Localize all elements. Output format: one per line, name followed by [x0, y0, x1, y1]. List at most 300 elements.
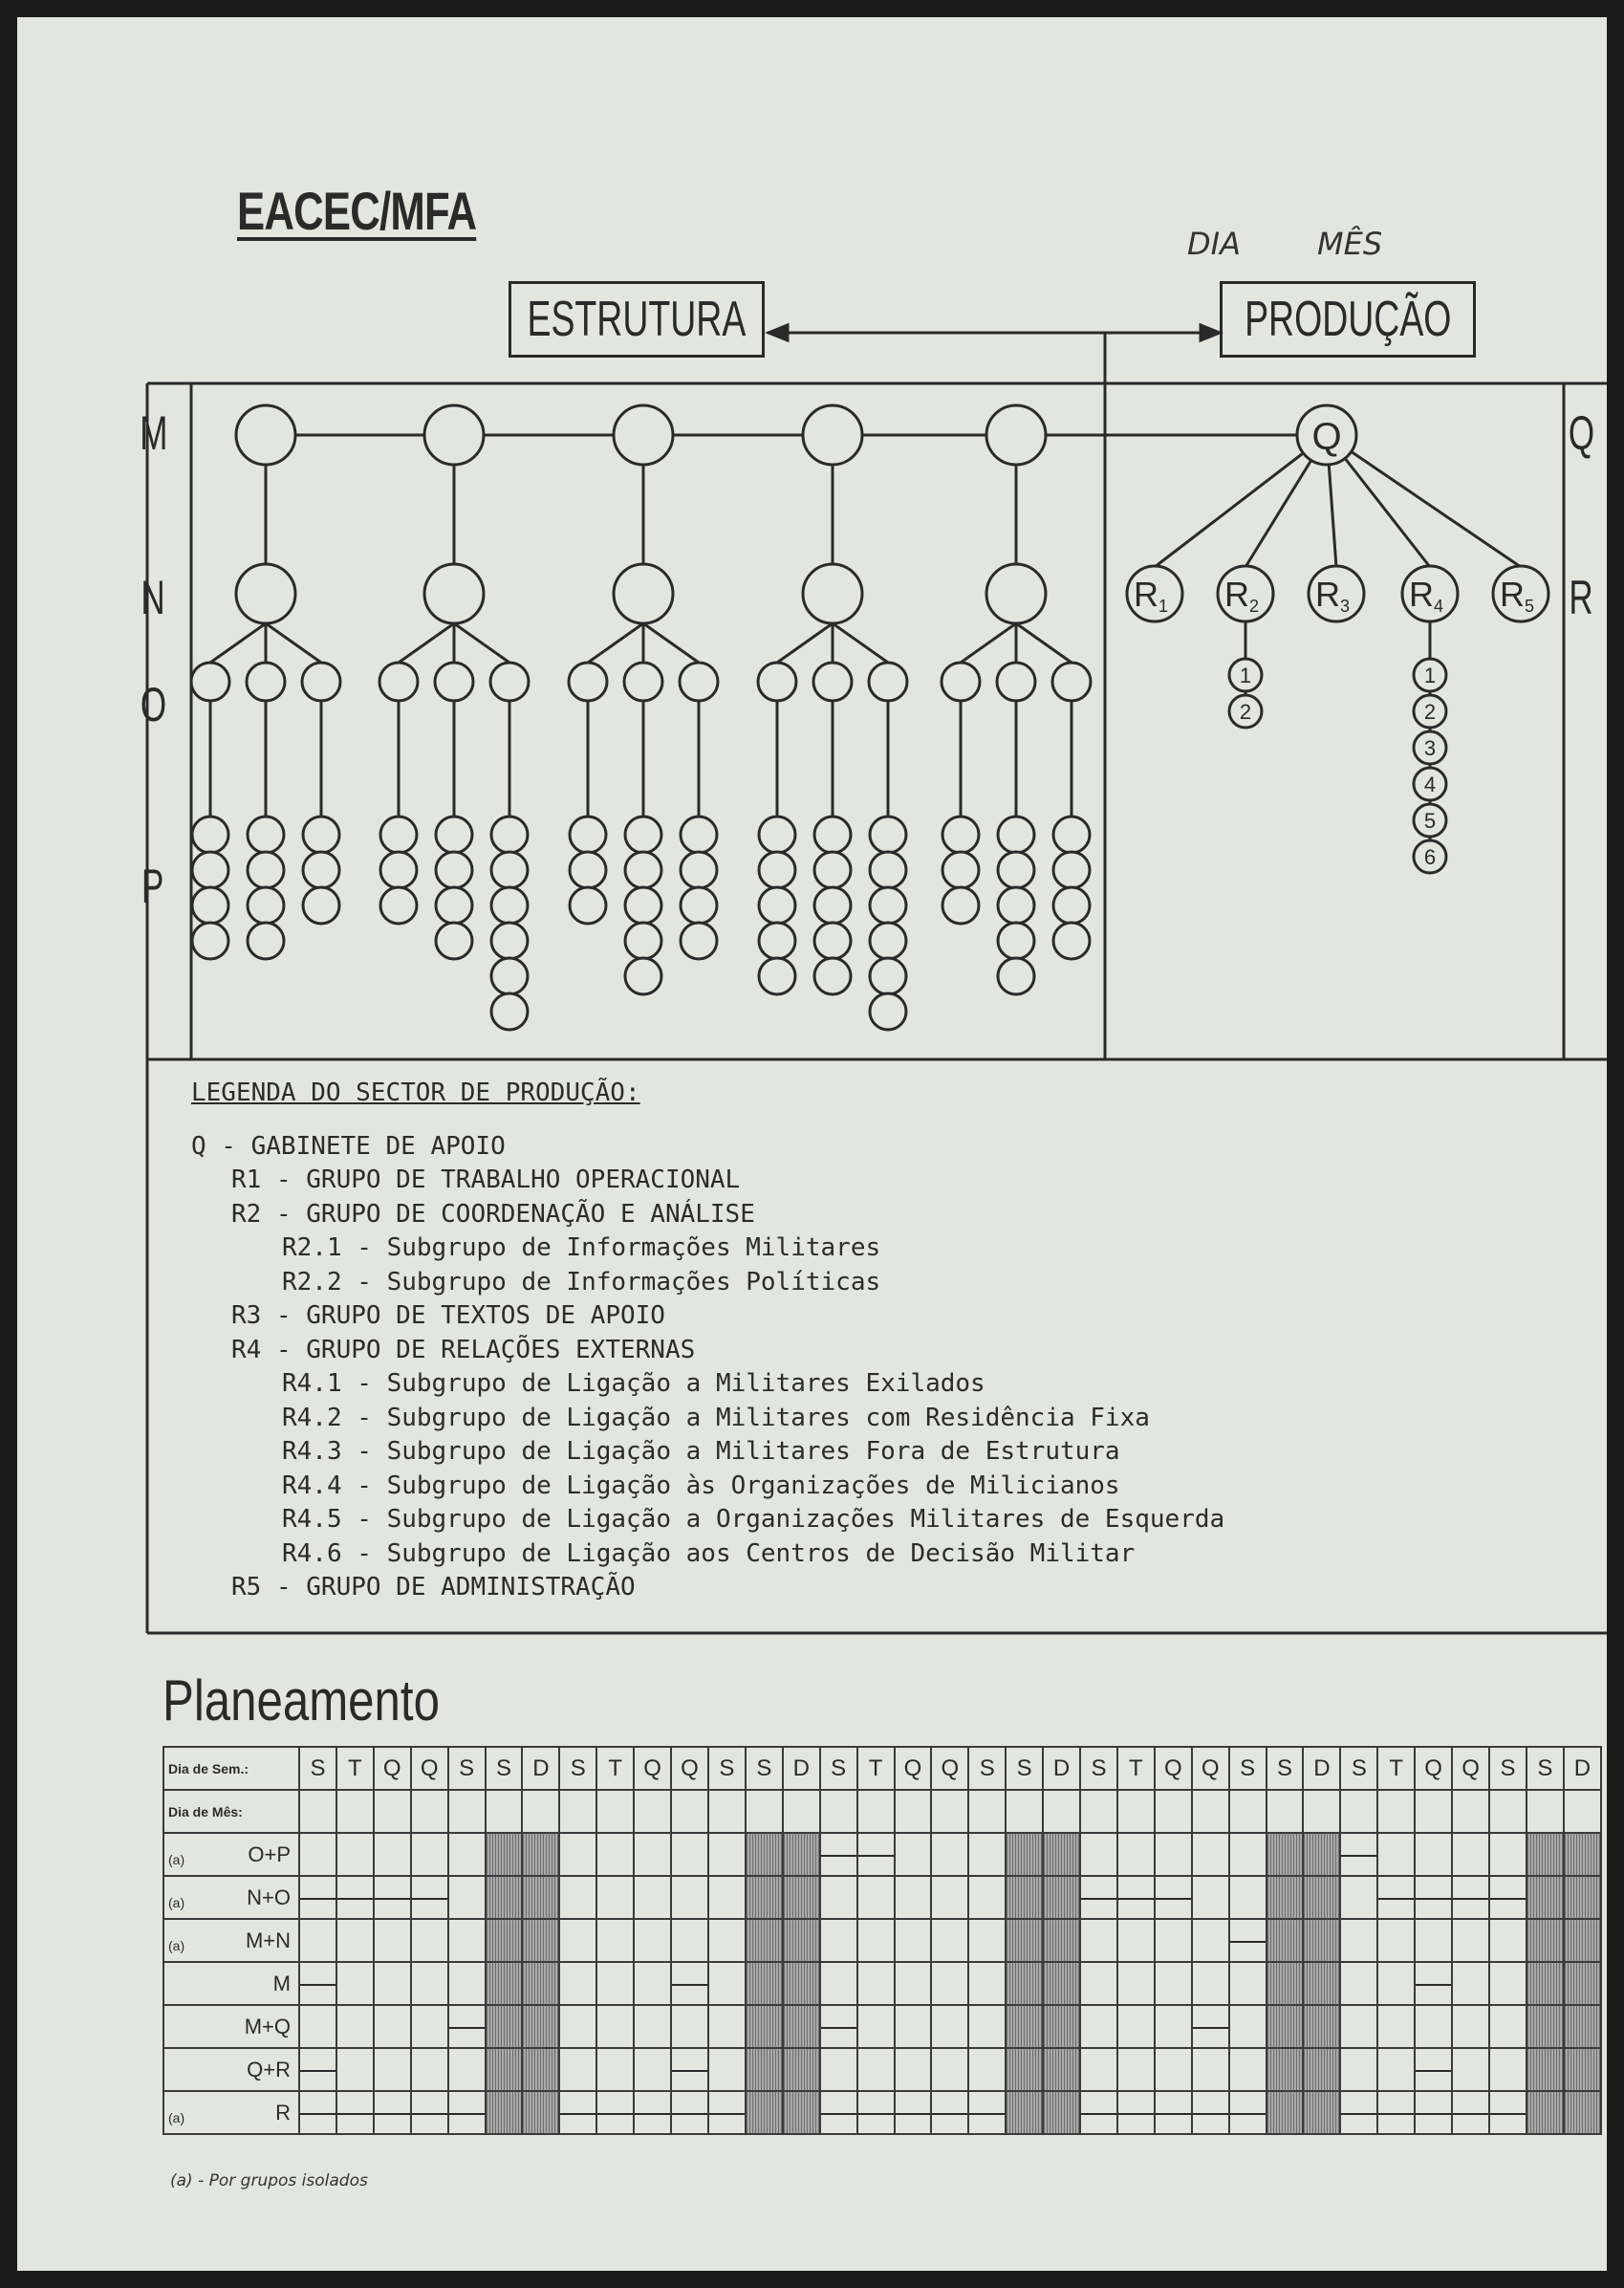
schedule-cell	[634, 2048, 671, 2091]
legend-item: R2.1 - Subgrupo de Informações Militares	[282, 1233, 881, 1262]
o-node	[302, 663, 340, 701]
p-node	[942, 887, 979, 924]
day-of-month-cell	[1080, 1790, 1117, 1833]
level-label-n: N	[141, 571, 165, 624]
weekend-shaded-cell	[1527, 1833, 1564, 1876]
n-node	[236, 564, 295, 623]
r-node-subscript: 1	[1158, 597, 1169, 616]
day-of-month-cell	[1415, 1790, 1452, 1833]
weekday-cell: S	[1080, 1747, 1117, 1790]
r-node-subscript: 2	[1248, 597, 1260, 616]
weekend-shaded-cell	[1303, 1833, 1340, 1876]
schedule-cell	[1377, 2091, 1415, 2134]
schedule-cell	[1192, 1876, 1229, 1919]
o-node	[869, 663, 907, 701]
day-of-month-cell	[1192, 1790, 1229, 1833]
day-of-month-cell	[1117, 1790, 1155, 1833]
legend-item: R4.6 - Subgrupo de Ligação aos Centros de Decisão Militar	[282, 1538, 1136, 1568]
schedule-cell	[1192, 1919, 1229, 1962]
weekend-shaded-cell	[783, 1876, 820, 1919]
p-node	[491, 958, 528, 994]
schedule-cell	[671, 2091, 708, 2134]
p-node	[491, 993, 528, 1030]
weekday-cell: S	[1489, 1747, 1527, 1790]
weekday-cell: Q	[1452, 1747, 1489, 1790]
schedule-cell	[559, 1919, 596, 1962]
schedule-cell	[931, 1876, 968, 1919]
p-node	[625, 923, 661, 959]
weekend-shaded-cell	[1267, 1876, 1304, 1919]
schedule-cell	[820, 2091, 857, 2134]
day-of-month-cell	[1340, 1790, 1377, 1833]
legend-list	[191, 1130, 1577, 1605]
schedule-cell	[1489, 2048, 1527, 2091]
schedule-cell	[1117, 2091, 1155, 2134]
schedule-cell	[1452, 1876, 1489, 1919]
schedule-cell	[1415, 1876, 1452, 1919]
weekend-shaded-cell	[1006, 1876, 1043, 1919]
schedule-cell	[708, 1833, 746, 1876]
weekend-shaded-cell	[522, 1876, 559, 1919]
n-to-o-connector	[1016, 623, 1072, 663]
producao-label: PRODUÇÃO	[1244, 292, 1452, 347]
schedule-cell	[448, 1833, 486, 1876]
row-label	[163, 1833, 299, 1876]
day-of-month-cell	[1006, 1790, 1043, 1833]
schedule-cell	[411, 1962, 448, 2005]
schedule-cell	[931, 2048, 968, 2091]
weekday-cell: T	[1377, 1747, 1415, 1790]
p-node	[625, 817, 661, 853]
weekend-shaded-cell	[1267, 1919, 1304, 1962]
schedule-cell	[1452, 2048, 1489, 2091]
schedule-cell	[336, 2048, 374, 2091]
schedule-cell	[1117, 2005, 1155, 2048]
p-node	[942, 852, 979, 888]
schedule-cell	[1080, 2005, 1117, 2048]
p-node	[436, 887, 472, 924]
legend-item: R2.2 - Subgrupo de Informações Políticas	[282, 1267, 881, 1297]
p-node	[380, 817, 417, 853]
day-of-month-cell	[1043, 1790, 1080, 1833]
planning-title: Planeamento	[162, 1668, 440, 1732]
p-node	[998, 887, 1034, 924]
weekend-shaded-cell	[1303, 2091, 1340, 2134]
p-node	[759, 817, 795, 853]
day-of-month-cell	[1155, 1790, 1192, 1833]
weekend-shaded-cell	[783, 1833, 820, 1876]
level-label-o: O	[140, 678, 166, 731]
p-node	[570, 852, 606, 888]
n-to-o-connector	[588, 623, 643, 663]
day-of-month-cell	[1303, 1790, 1340, 1833]
day-of-month-cell	[1527, 1790, 1564, 1833]
r-node-label: R1	[1133, 575, 1169, 616]
weekend-shaded-cell	[1267, 1962, 1304, 2005]
weekend-shaded-cell	[1303, 2048, 1340, 2091]
o-node	[191, 663, 229, 701]
schedule-cell	[1489, 1876, 1527, 1919]
schedule-cell	[1452, 2005, 1489, 2048]
weekday-cell: S	[708, 1747, 746, 1790]
schedule-cell	[1155, 1919, 1192, 1962]
day-of-month-cell	[1489, 1790, 1527, 1833]
schedule-cell	[1340, 2005, 1377, 2048]
p-node	[814, 958, 851, 994]
arrow-left-head	[769, 325, 788, 340]
schedule-cell	[1340, 1919, 1377, 1962]
weekend-shaded-cell	[486, 1962, 523, 2005]
weekday-cell: S	[1267, 1747, 1304, 1790]
weekday-cell: Q	[895, 1747, 932, 1790]
schedule-cell	[299, 1876, 336, 1919]
row-marker: (a)	[168, 2109, 185, 2125]
o-node	[680, 663, 718, 701]
r2-sub-label: 1	[1239, 664, 1252, 687]
day-of-month-cell	[857, 1790, 895, 1833]
weekend-shaded-cell	[1006, 2048, 1043, 2091]
o-node	[569, 663, 607, 701]
schedule-cell	[1229, 2091, 1267, 2134]
weekend-shaded-cell	[1564, 2048, 1601, 2091]
legend-item: R5 - GRUPO DE ADMINISTRAÇÃO	[231, 1573, 636, 1602]
schedule-cell	[1192, 1962, 1229, 2005]
n-to-o-connector	[399, 623, 454, 663]
r-node-subscript: 5	[1524, 597, 1535, 616]
row-label	[163, 2005, 299, 2048]
legend-panel	[191, 1077, 1577, 1605]
schedule-cell	[1340, 1833, 1377, 1876]
r2-sub-label: 2	[1239, 700, 1252, 724]
r4-sub-label: 6	[1423, 845, 1437, 869]
schedule-cell	[1415, 2091, 1452, 2134]
schedule-cell	[596, 2005, 634, 2048]
r4-sub-label: 2	[1423, 700, 1437, 724]
p-node	[570, 887, 606, 924]
m-node	[986, 405, 1046, 465]
p-node	[491, 852, 528, 888]
day-of-month-cell	[374, 1790, 411, 1833]
weekend-shaded-cell	[1303, 1876, 1340, 1919]
weekday-cell: S	[1527, 1747, 1564, 1790]
weekend-shaded-cell	[1303, 2005, 1340, 2048]
weekend-shaded-cell	[486, 2091, 523, 2134]
schedule-cell	[708, 2048, 746, 2091]
m-node	[803, 405, 862, 465]
p-node	[436, 817, 472, 853]
weekend-shaded-cell	[1527, 2005, 1564, 2048]
row-label	[163, 1962, 299, 2005]
schedule-cell	[857, 1876, 895, 1919]
schedule-cell	[1415, 1962, 1452, 2005]
p-node	[436, 923, 472, 959]
schedule-cell	[1489, 2091, 1527, 2134]
schedule-cell	[411, 2091, 448, 2134]
r-node-label: R2	[1223, 575, 1260, 616]
schedule-cell	[895, 2005, 932, 2048]
row-label-text: Q+R	[247, 2057, 291, 2081]
q-to-r-connector	[1327, 435, 1521, 567]
legend-item: R2 - GRUPO DE COORDENAÇÃO E ANÁLISE	[231, 1199, 755, 1229]
row-marker: (a)	[168, 1851, 185, 1867]
schedule-cell	[931, 1919, 968, 1962]
p-node	[491, 923, 528, 959]
schedule-cell	[1080, 1919, 1117, 1962]
weekday-cell: T	[857, 1747, 895, 1790]
weekend-shaded-cell	[1267, 1833, 1304, 1876]
schedule-cell	[634, 1962, 671, 2005]
schedule-cell	[374, 1962, 411, 2005]
p-node	[870, 923, 906, 959]
schedule-cell	[559, 2005, 596, 2048]
m-node	[424, 405, 484, 465]
p-node	[1053, 852, 1090, 888]
schedule-cell	[708, 1919, 746, 1962]
weekend-shaded-cell	[486, 2048, 523, 2091]
p-node	[570, 817, 606, 853]
p-node	[870, 993, 906, 1030]
day-of-month-cell	[634, 1790, 671, 1833]
schedule-cell	[1452, 1919, 1489, 1962]
weekend-shaded-cell	[1043, 1876, 1080, 1919]
weekend-shaded-cell	[783, 1962, 820, 2005]
schedule-cell	[559, 1876, 596, 1919]
p-node	[1053, 887, 1090, 924]
legend-item: R4.3 - Subgrupo de Ligação a Militares Fora de Estrutura	[282, 1437, 1120, 1466]
o-node	[1052, 663, 1091, 701]
schedule-cell	[968, 2005, 1006, 2048]
schedule-cell	[374, 2048, 411, 2091]
weekday-cell: Q	[1192, 1747, 1229, 1790]
weekend-shaded-cell	[522, 2048, 559, 2091]
day-of-month-cell	[596, 1790, 634, 1833]
p-node	[681, 852, 717, 888]
schedule-cell	[411, 1876, 448, 1919]
schedule-cell	[895, 2091, 932, 2134]
schedule-cell	[1080, 1962, 1117, 2005]
schedule-cell	[559, 1962, 596, 2005]
schedule-cell	[931, 2091, 968, 2134]
day-of-month-cell	[708, 1790, 746, 1833]
weekend-shaded-cell	[1303, 1919, 1340, 1962]
p-node	[248, 852, 284, 888]
p-node	[303, 887, 339, 924]
schedule-cell	[1155, 2091, 1192, 2134]
weekday-cell: D	[1564, 1747, 1601, 1790]
schedule-cell	[448, 1919, 486, 1962]
weekend-shaded-cell	[1267, 2048, 1304, 2091]
schedule-cell	[634, 1919, 671, 1962]
schedule-cell	[671, 1876, 708, 1919]
r4-sub-label: 4	[1423, 773, 1437, 796]
p-node	[491, 887, 528, 924]
p-node	[814, 887, 851, 924]
dia-semana-label: Dia de Sem.:	[163, 1747, 299, 1790]
legend-heading: LEGENDA DO SECTOR DE PRODUÇÃO:	[191, 1079, 640, 1107]
weekend-shaded-cell	[1006, 1833, 1043, 1876]
date-mes-label: MÊS	[1317, 226, 1383, 262]
weekday-cell: Q	[671, 1747, 708, 1790]
level-label-m: M	[140, 406, 168, 460]
weekday-cell: S	[968, 1747, 1006, 1790]
schedule-cell	[1117, 1833, 1155, 1876]
schedule-cell	[374, 2091, 411, 2134]
day-of-month-cell	[783, 1790, 820, 1833]
level-label-p: P	[141, 860, 164, 913]
schedule-cell	[596, 1833, 634, 1876]
p-node	[759, 852, 795, 888]
arrow-right-head	[1201, 325, 1220, 340]
day-of-month-cell	[411, 1790, 448, 1833]
row-label-text: O+P	[248, 1841, 291, 1866]
p-node	[759, 923, 795, 959]
legend-item: R3 - GRUPO DE TEXTOS DE APOIO	[231, 1301, 665, 1330]
schedule-cell	[336, 2005, 374, 2048]
day-of-month-cell	[1452, 1790, 1489, 1833]
p-node	[303, 852, 339, 888]
row-label	[163, 2048, 299, 2091]
schedule-cell	[596, 1876, 634, 1919]
level-label-r: R	[1569, 571, 1593, 624]
p-node	[192, 923, 228, 959]
schedule-cell	[1340, 2091, 1377, 2134]
schedule-cell	[968, 1833, 1006, 1876]
weekday-cell: Q	[1155, 1747, 1192, 1790]
n-to-o-connector	[961, 623, 1016, 663]
row-label-text: M+N	[245, 1928, 291, 1952]
r-node-label: R3	[1314, 575, 1351, 616]
schedule-cell	[1340, 2048, 1377, 2091]
weekday-cell: D	[1043, 1747, 1080, 1790]
day-of-month-cell	[486, 1790, 523, 1833]
weekend-shaded-cell	[746, 2048, 783, 2091]
document-page	[17, 17, 1607, 2271]
weekend-shaded-cell	[746, 1833, 783, 1876]
r4-sub-label: 3	[1423, 736, 1437, 760]
schedule-cell	[1377, 1919, 1415, 1962]
schedule-cell	[968, 2091, 1006, 2134]
p-node	[303, 817, 339, 853]
n-to-o-connector	[833, 623, 888, 663]
schedule-cell	[968, 2048, 1006, 2091]
weekend-shaded-cell	[522, 2005, 559, 2048]
p-node	[1053, 923, 1090, 959]
o-node	[624, 663, 662, 701]
p-node	[942, 817, 979, 853]
schedule-cell	[448, 1962, 486, 2005]
legend-item: R1 - GRUPO DE TRABALHO OPERACIONAL	[231, 1166, 741, 1194]
schedule-cell	[1192, 2048, 1229, 2091]
weekend-shaded-cell	[746, 2005, 783, 2048]
p-node	[248, 817, 284, 853]
day-of-month-cell	[820, 1790, 857, 1833]
p-node	[681, 887, 717, 924]
schedule-cell	[299, 1962, 336, 2005]
day-of-month-cell	[448, 1790, 486, 1833]
schedule-cell	[1377, 1876, 1415, 1919]
schedule-cell	[931, 1962, 968, 2005]
schedule-cell	[1155, 2005, 1192, 2048]
schedule-cell	[895, 1876, 932, 1919]
weekend-shaded-cell	[1043, 1962, 1080, 2005]
schedule-cell	[931, 1833, 968, 1876]
schedule-cell	[559, 2048, 596, 2091]
schedule-cell	[857, 1919, 895, 1962]
legend-item: R4.4 - Subgrupo de Ligação às Organizações de Milicianos	[282, 1471, 1120, 1500]
schedule-cell	[1452, 1833, 1489, 1876]
schedule-cell	[596, 1962, 634, 2005]
weekday-cell: D	[522, 1747, 559, 1790]
schedule-cell	[1155, 1833, 1192, 1876]
schedule-cell	[1229, 1962, 1267, 2005]
weekday-cell: S	[299, 1747, 336, 1790]
r-node-subscript: 3	[1339, 597, 1351, 616]
n-to-o-connector	[777, 623, 833, 663]
schedule-cell	[671, 2005, 708, 2048]
schedule-cell	[374, 1833, 411, 1876]
weekday-cell: Q	[374, 1747, 411, 1790]
weekday-cell: S	[1006, 1747, 1043, 1790]
schedule-cell	[1377, 2005, 1415, 2048]
weekend-shaded-cell	[486, 1833, 523, 1876]
schedule-cell	[336, 1919, 374, 1962]
weekday-cell: Q	[634, 1747, 671, 1790]
level-label-q: Q	[1568, 406, 1594, 460]
schedule-cell	[820, 1876, 857, 1919]
schedule-cell	[1192, 2091, 1229, 2134]
legend-item: R4.5 - Subgrupo de Ligação a Organizações Militares de Esquerda	[282, 1505, 1225, 1534]
schedule-cell	[1489, 2005, 1527, 2048]
p-node	[998, 852, 1034, 888]
p-node	[681, 817, 717, 853]
n-node	[424, 564, 484, 623]
row-label-text: N+O	[247, 1885, 291, 1909]
weekend-shaded-cell	[1527, 1962, 1564, 2005]
weekend-shaded-cell	[783, 2005, 820, 2048]
schedule-cell	[857, 1833, 895, 1876]
p-node	[491, 817, 528, 853]
schedule-cell	[596, 2048, 634, 2091]
schedule-cell	[1117, 1962, 1155, 2005]
schedule-cell	[857, 1962, 895, 2005]
schedule-cell	[634, 2091, 671, 2134]
schedule-cell	[1415, 1833, 1452, 1876]
schedule-cell	[1229, 1919, 1267, 1962]
day-of-month-cell	[895, 1790, 932, 1833]
weekend-shaded-cell	[783, 2091, 820, 2134]
schedule-cell	[1377, 1962, 1415, 2005]
schedule-cell	[336, 2091, 374, 2134]
o-node	[435, 663, 473, 701]
weekday-cell: S	[820, 1747, 857, 1790]
schedule-cell	[671, 1919, 708, 1962]
p-node	[1053, 817, 1090, 853]
o-node	[813, 663, 852, 701]
p-node	[870, 887, 906, 924]
schedule-cell	[1452, 1962, 1489, 2005]
p-node	[870, 852, 906, 888]
schedule-cell	[857, 2005, 895, 2048]
weekend-shaded-cell	[1267, 2091, 1304, 2134]
weekday-cell: Q	[931, 1747, 968, 1790]
schedule-cell	[820, 2048, 857, 2091]
weekday-cell: T	[1117, 1747, 1155, 1790]
weekend-shaded-cell	[1564, 1919, 1601, 1962]
r4-sub-label: 1	[1423, 664, 1437, 687]
n-to-o-connector	[210, 623, 266, 663]
weekend-shaded-cell	[1267, 2005, 1304, 2048]
day-of-month-cell	[1564, 1790, 1601, 1833]
